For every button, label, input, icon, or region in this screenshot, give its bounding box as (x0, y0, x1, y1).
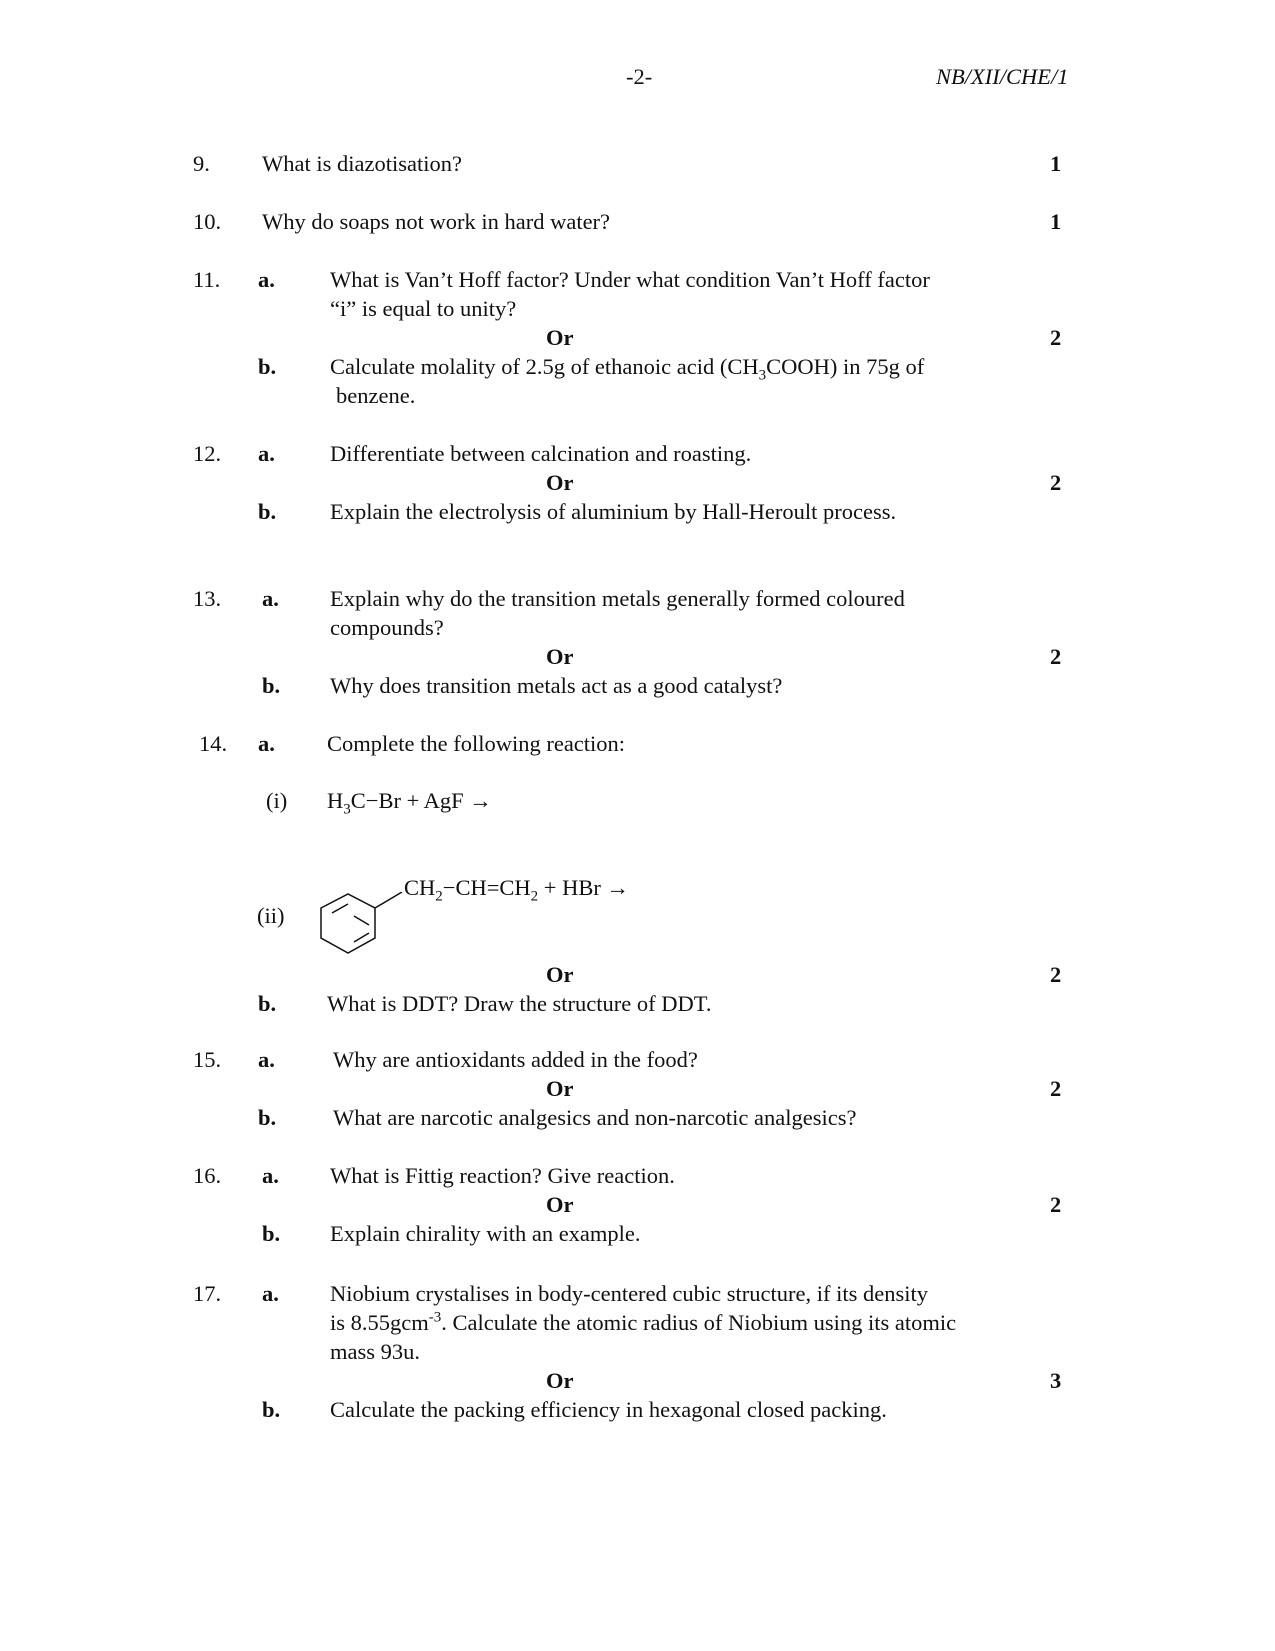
marks: 2 (1050, 962, 1062, 987)
or-separator: Or (546, 1368, 574, 1393)
question-number: 12. (193, 441, 222, 466)
sub-label: b. (258, 354, 277, 379)
marks: 1 (1050, 151, 1062, 176)
paper-code: NB/XII/CHE/1 (936, 64, 1069, 89)
question-text: Calculate the packing efficiency in hexagonal closed packing. (330, 1397, 887, 1422)
question-text: Explain why do the transition metals generally formed coloured (330, 586, 905, 611)
or-separator: Or (546, 644, 574, 669)
marks: 2 (1050, 325, 1062, 350)
question-text: What is diazotisation? (262, 151, 462, 176)
question-text: Why are antioxidants added in the food? (333, 1047, 698, 1072)
marks: 2 (1050, 1076, 1062, 1101)
reaction-i: $H_3C-Br$ + AgF → (327, 788, 492, 818)
question-text: is 8.55gcm$^{-3}$. Calculate the atomic radius of Niobium using its atomic (330, 1309, 957, 1335)
question-text: What is DDT? Draw the structure of DDT. (327, 991, 712, 1016)
question-text: Why do soaps not work in hard water? (262, 209, 611, 234)
question-text: Explain chirality with an example. (330, 1221, 641, 1246)
sub-label: b. (262, 673, 281, 698)
question-text: What is Fittig reaction? Give reaction. (330, 1163, 675, 1188)
benzene-ring-icon (318, 892, 408, 964)
question-text: compounds? (330, 615, 444, 640)
question-text: What is Van’t Hoff factor? Under what condition Van’t Hoff factor (330, 267, 930, 292)
question-text: What are narcotic analgesics and non-narcotic analgesics? (333, 1105, 857, 1130)
question-number: 17. (193, 1281, 222, 1306)
sub-label: a. (258, 731, 275, 756)
sub-label: (i) (266, 788, 288, 813)
or-separator: Or (546, 325, 574, 350)
question-text: benzene. (336, 383, 416, 408)
or-separator: Or (546, 470, 574, 495)
sub-label: a. (258, 1047, 275, 1072)
sub-label: b. (258, 499, 277, 524)
question-text: “i” is equal to unity? (330, 296, 517, 321)
page-number: -2- (626, 64, 653, 89)
marks: 2 (1050, 644, 1062, 669)
question-number: 13. (193, 586, 222, 611)
sub-label: b. (258, 1105, 277, 1130)
marks: 1 (1050, 209, 1062, 234)
sub-label: a. (262, 1281, 279, 1306)
question-text: mass 93u. (330, 1339, 420, 1364)
question-text: Complete the following reaction: (327, 731, 626, 756)
question-number: 14. (199, 731, 228, 756)
question-number: 11. (193, 267, 221, 292)
marks: 3 (1050, 1368, 1062, 1393)
question-number: 16. (193, 1163, 222, 1188)
question-number: 15. (193, 1047, 222, 1072)
question-text: Explain the electrolysis of aluminium by Hall-Heroult process. (330, 499, 897, 524)
question-text: Calculate molality of 2.5g of ethanoic acid $(CH_3COOH)$ in 75g of (330, 354, 925, 384)
sub-label: (ii) (257, 903, 285, 928)
question-text: Why does transition metals act as a good catalyst? (330, 673, 783, 698)
or-separator: Or (546, 1192, 574, 1217)
question-text: Differentiate between calcination and roasting. (330, 441, 752, 466)
sub-label: a. (258, 267, 275, 292)
sub-label: a. (258, 441, 275, 466)
question-number: 9. (193, 151, 210, 176)
marks: 2 (1050, 470, 1062, 495)
or-separator: Or (546, 962, 574, 987)
sub-label: a. (262, 1163, 279, 1188)
question-text: Niobium crystalises in body-centered cubic structure, if its density (330, 1281, 928, 1306)
or-separator: Or (546, 1076, 574, 1101)
sub-label: b. (258, 991, 277, 1016)
sub-label: b. (262, 1221, 281, 1246)
sub-label: a. (262, 586, 279, 611)
question-number: 10. (193, 209, 222, 234)
sub-label: b. (262, 1397, 281, 1422)
marks: 2 (1050, 1192, 1062, 1217)
reaction-ii: $CH_2-CH=CH_2$ + HBr → (404, 875, 629, 905)
